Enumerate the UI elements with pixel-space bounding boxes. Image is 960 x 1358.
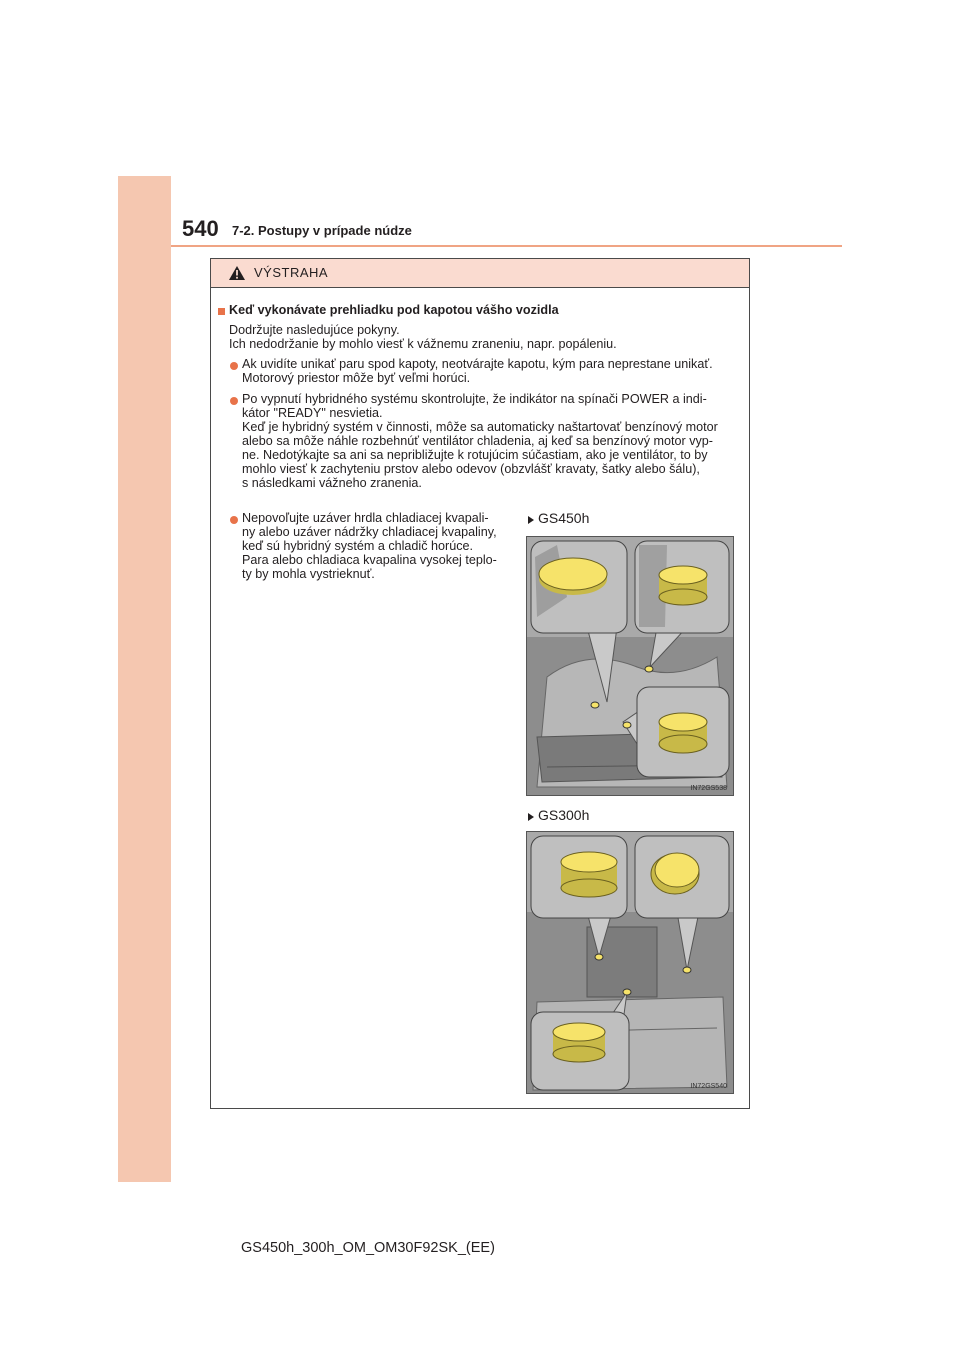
page-number: 540 xyxy=(182,216,219,241)
bullet-3-line: ty by mohla vystrieknuť. xyxy=(242,567,375,581)
engine-illustration-gs300h xyxy=(526,831,734,1094)
engine-drawing xyxy=(527,537,733,795)
section-title: 7-2. Postupy v prípade núdze xyxy=(232,223,412,238)
warning-title: VÝSTRAHA xyxy=(254,265,329,280)
figure-code: IN72GS538 xyxy=(690,785,727,792)
arrow-right-icon xyxy=(528,516,534,524)
bullet-icon xyxy=(230,516,238,524)
header-rule xyxy=(171,245,842,247)
bullet-3-line: Para alebo chladiaca kvapalina vysokej teplo- xyxy=(242,553,497,567)
bullet-icon xyxy=(230,397,238,405)
warning-box xyxy=(210,258,750,1109)
warning-icon xyxy=(228,265,246,281)
arrow-right-icon xyxy=(528,813,534,821)
side-tab xyxy=(118,176,171,1182)
document-id: GS450h_300h_OM_OM30F92SK_(EE) xyxy=(241,1240,495,1256)
bullet-2-line: alebo sa môže náhle rozbehnúť ventilátor chladenia, aj keď sa benzínový motor vyp- xyxy=(242,434,714,448)
bullet-2-line: mohlo viesť k zachyteniu prstov alebo odevov (obzvlášť kravaty, šatky alebo šálu), xyxy=(242,462,700,476)
engine-drawing xyxy=(527,832,733,1093)
warning-heading: Keď vykonávate prehliadku pod kapotou vášho vozidla xyxy=(229,303,559,317)
warning-header xyxy=(211,259,749,288)
figure-code: IN72GS540 xyxy=(690,1083,727,1090)
engine-illustration-gs450h xyxy=(526,536,734,796)
bullet-2-line: s následkami vážneho zranenia. xyxy=(242,476,422,490)
bullet-3-line: ny alebo uzáver nádržky chladiacej kvapaliny, xyxy=(242,525,497,539)
figure-label-gs450h: GS450h xyxy=(538,510,590,526)
bullet-icon xyxy=(230,362,238,370)
bullet-1-line: Ak uvidíte unikať paru spod kapoty, neotvárajte kapotu, kým para neprestane unikať. xyxy=(242,357,713,371)
intro-line: Ich nedodržanie by mohlo viesť k vážnemu zraneniu, napr. popáleniu. xyxy=(229,337,617,351)
heading-square-icon xyxy=(218,308,225,315)
bullet-2-line: ne. Nedotýkajte sa ani sa nepribližujte k rotujúcim súčastiam, ako je ventilátor, to by xyxy=(242,448,708,462)
bullet-2-line: kátor "READY" nesvietia. xyxy=(242,406,383,420)
bullet-3-line: keď sú hybridný systém a chladič horúce. xyxy=(242,539,474,553)
bullet-3-line: Nepovoľujte uzáver hrdla chladiacej kvapali- xyxy=(242,511,489,525)
bullet-2-line: Keď je hybridný systém v činnosti, môže sa automaticky naštartovať benzínový motor xyxy=(242,420,718,434)
intro-line: Dodržujte nasledujúce pokyny. xyxy=(229,323,400,337)
bullet-1-line: Motorový priestor môže byť veľmi horúci. xyxy=(242,371,471,385)
bullet-2-line: Po vypnutí hybridného systému skontrolujte, že indikátor na spínači POWER a indi- xyxy=(242,392,707,406)
figure-label-gs300h: GS300h xyxy=(538,807,590,823)
